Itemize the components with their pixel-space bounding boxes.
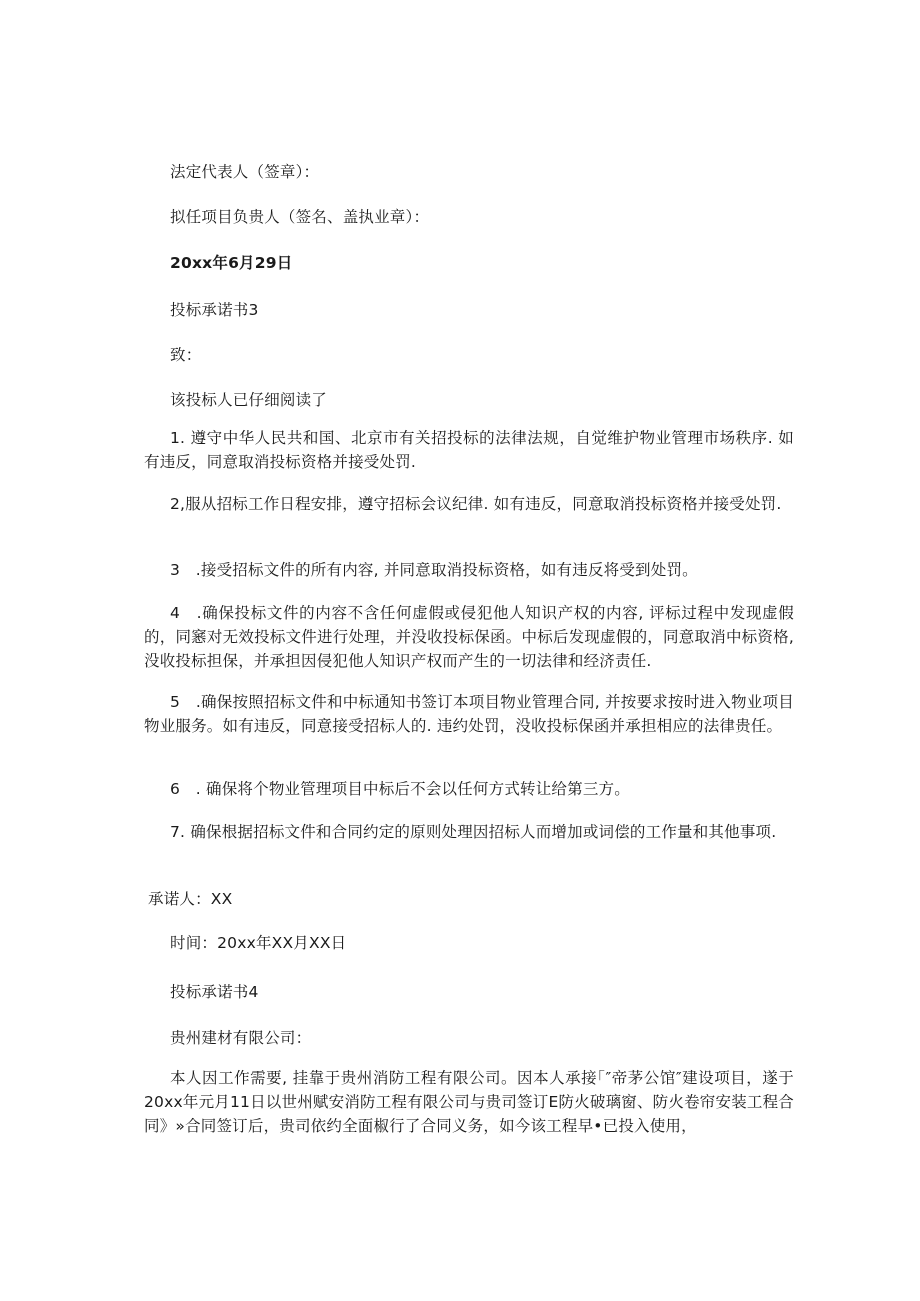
section-title-4: 投标承诺书4 [170,983,259,1001]
time-line: 时间：20xx年XX月XX日 [170,934,347,952]
commitment-item-7: 7. 确保根据招标文件和合同约定的原则处理因招标人而增加或词偿的工作量和其他事项. [170,823,777,841]
legal-representative-line: 法定代表人（签章）： [170,163,320,181]
commitment-item-5: 5 .确保按照招标文件和中标通知书签订本项目物业管理合同, 并按要求按时进入物业项目物业服务。如有违反，同意接受招标人的. 违约处罚，没收投标保函并承担相应的法律贵任。 [144,693,794,735]
promisor-line: 承诺人：XX [148,890,233,908]
addressee-company: 贵州建材有限公司： [170,1029,312,1047]
project-lead-line: 拟任项目负贵人（签名、盖执业章）： [170,208,430,226]
commitment-item-4: 4 .确保投标文件的内容不含任何虚假或侵犯他人知识产权的内容, 评标过程中发现虚假的，同窸对无效投标文件进行处理，并没收投标保函。中标后发现虚假的，同意取消中标资格, 没收投标担保，并承担因侵犯他人知识产权而产生的一切法律和经济责任. [144,604,794,670]
commitment-item-3: 3 .接受招标文件的所有内容, 并同意取消投标资格，如有违反将受到处罚。 [170,561,698,579]
section-title-3: 投标承诺书3 [170,301,259,319]
intro-line: 该投标人已仔细阅读了 [170,391,328,409]
body-paragraph-4: 本人因工作需要, 挂靠于贵州消防工程有限公司。因本人承接｢″帝茅公馆″建设项目，遂于20xx年元月11日以世州赋安消防工程有限公司与贵司签订E防火破璃窗、防火卷帘安装工程合同》»合同签订后，贵司依约全面椒行了合同义务，如今该工程早•已投入使用， [144,1069,794,1135]
date-line: 20xx年6月29日 [170,254,293,272]
salutation: 致： [170,346,202,364]
commitment-item-1: 1. 遵守中华人民共和国、北京市有关招投标的法律法规，自觉维护物业管理市场秩序. 如有违反，同意取消投标资格并接受处罚. [144,429,794,471]
commitment-item-6: 6 . 确保将个物业管理项目中标后不会以任何方式转让给第三方。 [170,780,630,798]
commitment-item-2: 2,服从招标工作日程安排，遵守招标会议纪律. 如有违反，同意取消投标资格并接受处罚. [170,495,782,513]
